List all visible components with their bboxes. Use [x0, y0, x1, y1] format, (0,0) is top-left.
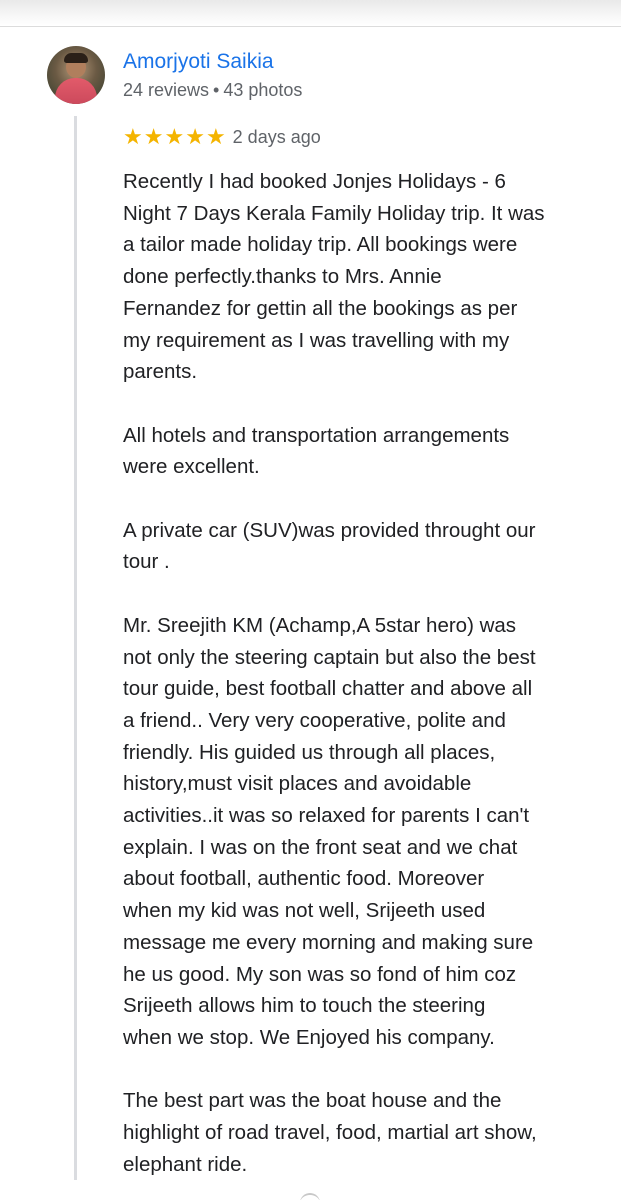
review-paragraph: Recently I had booked Jonjes Holidays - 6 Night 7 Days Kerala Family Holiday trip. It was a tailor made holiday trip. All bookings were done perfectly.thanks to Mrs. Annie Fernandez for gettin all the bookings as per my requirement as I was travelling with my parents. — [123, 170, 545, 384]
meta-separator: • — [213, 80, 220, 100]
star-icon: ★ — [205, 124, 226, 149]
author-avatar[interactable] — [47, 46, 105, 104]
rating-row — [123, 124, 321, 150]
review-paragraph: Mr. Sreejith KM (Achamp,A 5star hero) was not only the steering captain but also the best tour guide, best football chatter and above all a friend.. Very very cooperative, polite and friendly. His guided us through all places, history,must visit places and avoidable activities..it was so relaxed for parents I can't explain. I was on the front seat and we chat about football, authentic food. Moreover when my kid was not well, Srijeeth used message me every morning and making sure he us good. My son was so fond of him coz Srijeeth allows him to touch the steering when we stop. We Enjoyed his company. — [123, 613, 536, 1049]
review-paragraph: All hotels and transportation arrangements were excellent. — [123, 423, 510, 479]
star-rating — [123, 126, 227, 148]
author-name-link[interactable]: Amorjyoti Saikia — [123, 50, 274, 73]
review-paragraph: The best part was the boat house and the highlight of road travel, food, martial art show, elephant ride. — [123, 1089, 537, 1176]
author-meta — [123, 80, 302, 101]
star-icon: ★ — [164, 124, 185, 149]
photo-count: 43 photos — [223, 80, 303, 100]
star-icon: ★ — [123, 124, 143, 149]
avatar-shirt — [55, 78, 97, 104]
review-text — [123, 166, 598, 1180]
top-bar-shadow — [0, 0, 621, 27]
star-icon: ★ — [143, 124, 164, 149]
review-date: 2 days ago — [232, 126, 321, 147]
avatar-hair — [64, 53, 88, 63]
bottom-handle — [300, 1193, 320, 1200]
review-count: 24 reviews — [123, 80, 210, 100]
review-paragraph: A private car (SUV)was provided throught our tour . — [123, 518, 536, 574]
star-icon: ★ — [185, 124, 205, 149]
thread-line — [74, 116, 77, 1180]
